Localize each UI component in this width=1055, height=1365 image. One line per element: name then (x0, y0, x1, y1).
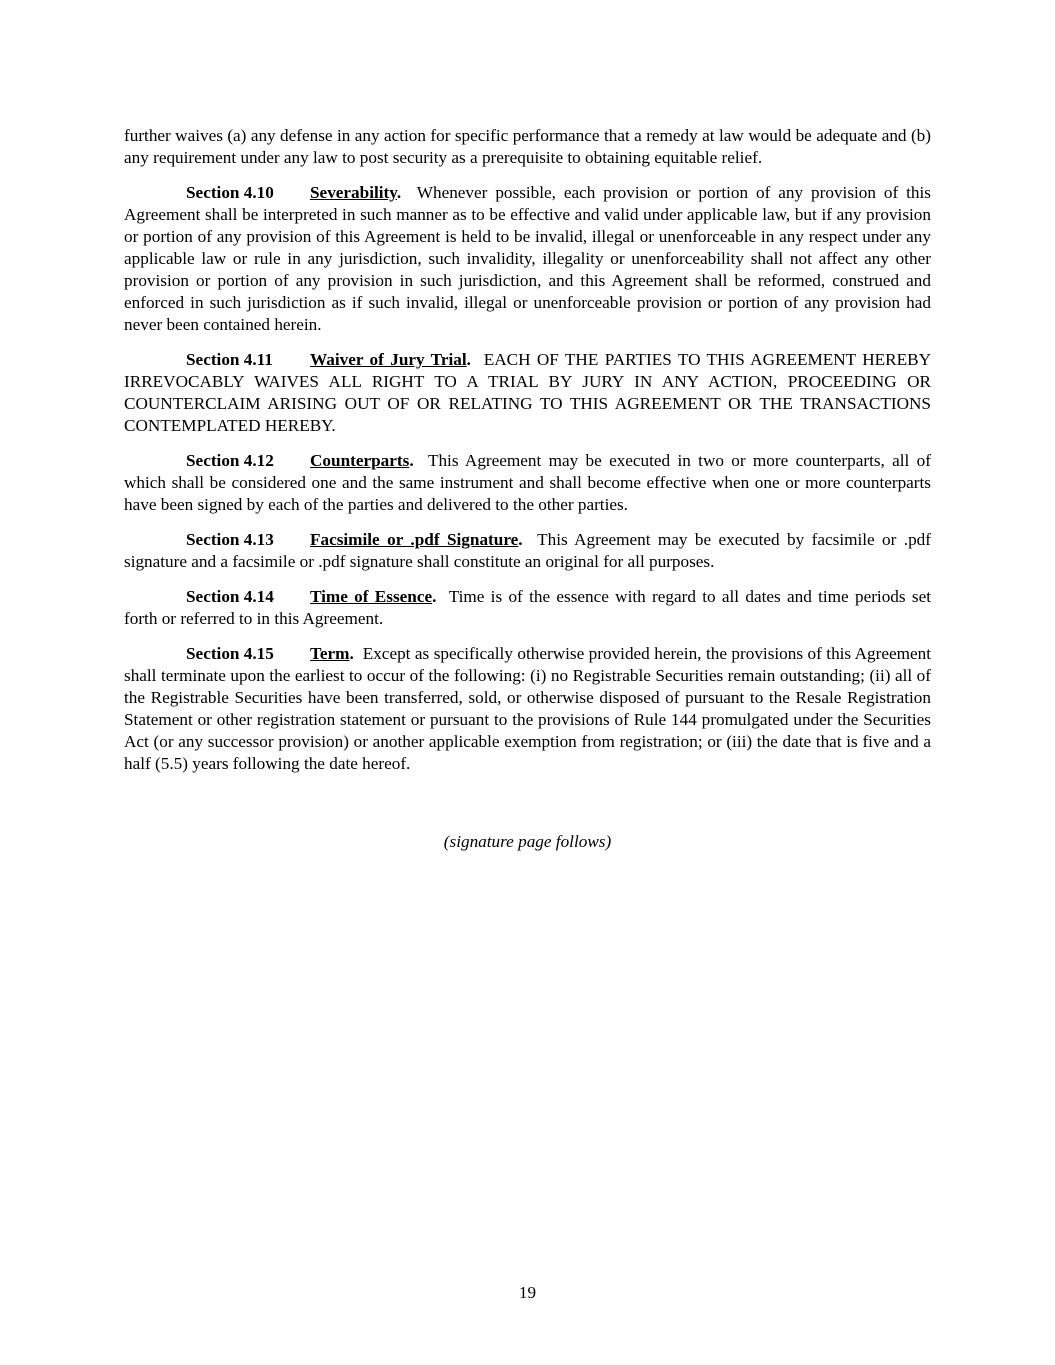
document-body (124, 125, 931, 788)
section-4-12-paragraph: Section 4.12 Counterparts. This Agreement may be executed in two or more counterparts, all of which shall be considered one and the same instrument and shall become effective when one or more counterparts have been signed by each of the parties and delivered to the other parties. (124, 451, 931, 514)
section-text: Time is of the essence with regard to all dates and time periods set forth or referred to in this Agreement. (124, 587, 931, 628)
section-4-10-paragraph: Section 4.10 Severability. Whenever possible, each provision or portion of any provision of this Agreement shall be interpreted in such manner as to be effective and valid under applicable law, but if any provision or portion of any provision of this Agreement is held to be invalid, illegal or unenforceable in any respect under any applicable law or rule in any jurisdiction, such invalidity, illegality or unenforceability shall not affect any other provision or portion of any provision in such jurisdiction, and this Agreement shall be reformed, construed and enforced in such jurisdiction as if such invalid, illegal or unenforceable provision or portion of any provision had never been contained herein. (124, 183, 931, 334)
section-title: Term (310, 644, 350, 663)
section-4-13-paragraph: Section 4.13 Facsimile or .pdf Signature. This Agreement may be executed by facsimile or .pdf signature and a facsimile or .pdf signature shall constitute an original for all purposes. (124, 530, 931, 571)
section-text: Whenever possible, each provision or portion of any provision of this Agreement shall be interpreted in such manner as to be effective and valid under applicable law, but if any provision or portion of any provision of this Agreement is held to be invalid, illegal or unenforceable in any respect under any applicable law or rule in any jurisdiction, such invalidity, illegality or unenforceability shall not affect any other provision or portion of any provision in such jurisdiction, and this Agreement shall be reformed, construed and enforced in such jurisdiction as if such invalid, illegal or unenforceable provision or portion of any provision had never been contained herein. (124, 183, 931, 334)
continuation-paragraph: further waives (a) any defense in any action for specific performance that a remedy at law would be adequate and (b) any requirement under any law to post security as a prerequisite to obtaining equitable relief. (124, 126, 931, 167)
section-number: Section 4.10 (186, 183, 274, 202)
section-text: This Agreement may be executed in two or more counterparts, all of which shall be considered one and the same instrument and shall become effective when one or more counterparts have been signed by each of the parties and delivered to the other parties. (124, 451, 931, 514)
section-number: Section 4.11 (186, 350, 273, 369)
section-number: Section 4.14 (186, 587, 274, 606)
section-number: Section 4.13 (186, 530, 274, 549)
section-number: Section 4.15 (186, 644, 274, 663)
section-text: Except as specifically otherwise provided herein, the provisions of this Agreement shall terminate upon the earliest to occur of the following: (i) no Registrable Securities remain outstanding; (ii) all of the Registrable Securities have been transferred, sold, or otherwise disposed of pursuant to the Resale Registration Statement or other registration statement or pursuant to the provisions of Rule 144 promulgated under the Securities Act (or any successor provision) or another applicable exemption from registration; or (iii) the date that is five and a half (5.5) years following the date hereof. (124, 644, 931, 773)
section-4-15-paragraph: Section 4.15 Term. Except as specifically otherwise provided herein, the provisions of this Agreement shall terminate upon the earliest to occur of the following: (i) no Registrable Securities remain outstanding; (ii) all of the Registrable Securities have been transferred, sold, or otherwise disposed of pursuant to the Resale Registration Statement or other registration statement or pursuant to the provisions of Rule 144 promulgated under the Securities Act (or any successor provision) or another applicable exemption from registration; or (iii) the date that is five and a half (5.5) years following the date hereof. (124, 644, 931, 773)
section-4-11-paragraph: Section 4.11 Waiver of Jury Trial. EACH OF THE PARTIES TO THIS AGREEMENT HEREBY IRREVOCABLY WAIVES ALL RIGHT TO A TRIAL BY JURY IN ANY ACTION, PROCEEDING OR COUNTERCLAIM ARISING OUT OF OR RELATING TO THIS AGREEMENT OR THE TRANSACTIONS CONTEMPLATED HEREBY. (124, 350, 931, 435)
section-title: Facsimile or .pdf Signature (310, 530, 519, 549)
section-text: EACH OF THE PARTIES TO THIS AGREEMENT HEREBY IRREVOCABLY WAIVES ALL RIGHT TO A TRIAL BY JURY IN ANY ACTION, PROCEEDING OR COUNTERCLAIM ARISING OUT OF OR RELATING TO THIS AGREEMENT OR THE TRANSACTIONS CONTEMPLATED HEREBY. (124, 350, 931, 435)
section-title: Severability (310, 183, 397, 202)
section-title: Waiver of Jury Trial (310, 350, 467, 369)
section-text: This Agreement may be executed by facsimile or .pdf signature and a facsimile or .pdf signature shall constitute an original for all purposes. (124, 530, 931, 571)
page-number: 19 (518, 1283, 537, 1302)
section-number: Section 4.12 (186, 451, 274, 470)
section-title: Time of Essence (310, 587, 433, 606)
section-title: Counterparts (310, 451, 410, 470)
signature-page-note: (signature page follows) (443, 832, 612, 851)
section-4-14-paragraph: Section 4.14 Time of Essence. Time is of the essence with regard to all dates and time periods set forth or referred to in this Agreement. (124, 587, 931, 628)
